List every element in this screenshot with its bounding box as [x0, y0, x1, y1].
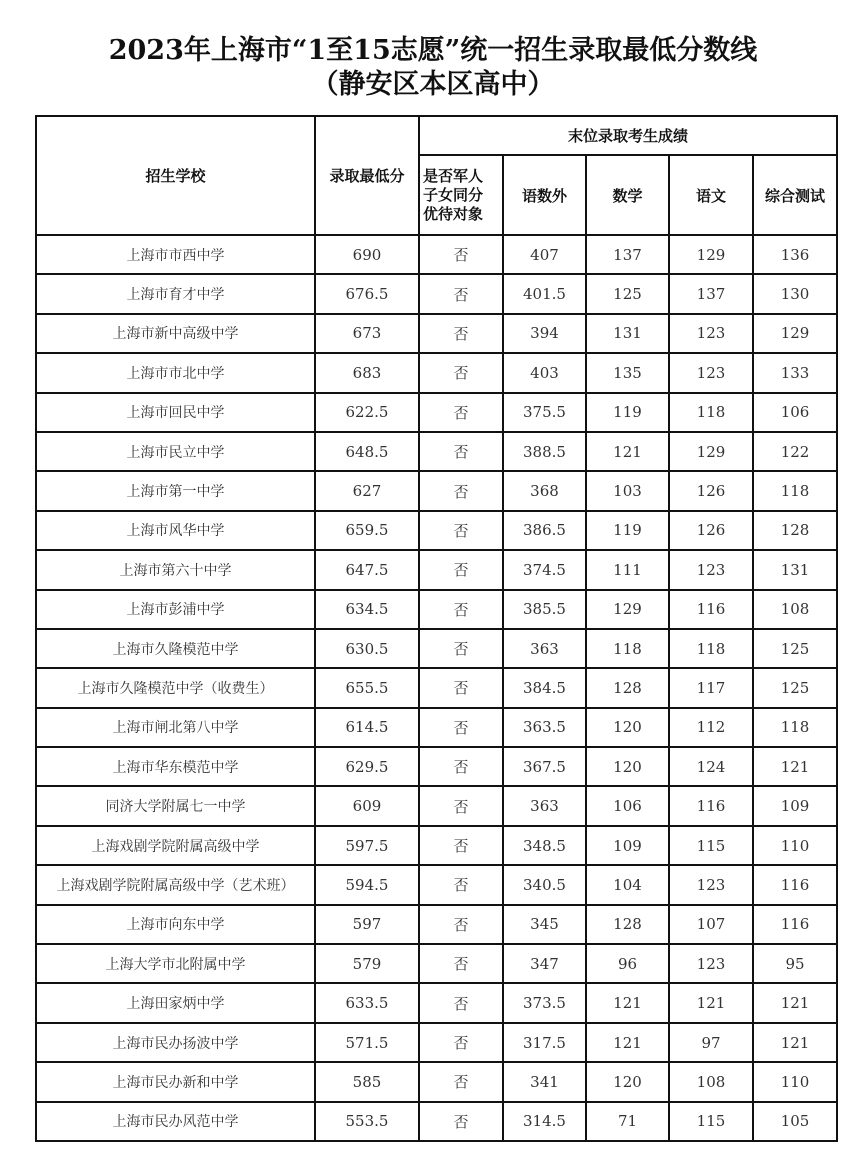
- school-name-cell: 上海市久隆模范中学: [36, 629, 315, 668]
- min-score-cell: 597: [315, 905, 419, 944]
- school-name-cell: 上海市风华中学: [36, 511, 315, 550]
- yushuwai-score-cell: 317.5: [503, 1023, 586, 1062]
- table-row: [36, 786, 837, 825]
- table-row: [36, 590, 837, 629]
- comprehensive-score-cell: 128: [753, 511, 837, 550]
- military-priority-cell: 否: [419, 983, 503, 1022]
- comprehensive-score-cell: 121: [753, 747, 837, 786]
- yushuwai-score-cell: 363: [503, 629, 586, 668]
- chinese-score-cell: 121: [669, 983, 753, 1022]
- military-priority-cell: 否: [419, 944, 503, 983]
- school-name-cell: 上海市市北中学: [36, 353, 315, 392]
- math-score-cell: 119: [586, 393, 669, 432]
- header-chinese: 语文: [669, 155, 753, 235]
- chinese-score-cell: 118: [669, 629, 753, 668]
- min-score-cell: 614.5: [315, 708, 419, 747]
- school-name-cell: 上海市民办风范中学: [36, 1102, 315, 1141]
- math-score-cell: 106: [586, 786, 669, 825]
- military-priority-cell: 否: [419, 235, 503, 274]
- chinese-score-cell: 123: [669, 550, 753, 589]
- comprehensive-score-cell: 121: [753, 1023, 837, 1062]
- chinese-score-cell: 123: [669, 314, 753, 353]
- yushuwai-score-cell: 363: [503, 786, 586, 825]
- comprehensive-score-cell: 109: [753, 786, 837, 825]
- comprehensive-score-cell: 121: [753, 983, 837, 1022]
- math-score-cell: 120: [586, 708, 669, 747]
- math-score-cell: 121: [586, 1023, 669, 1062]
- comprehensive-score-cell: 125: [753, 629, 837, 668]
- yushuwai-score-cell: 403: [503, 353, 586, 392]
- yushuwai-score-cell: 386.5: [503, 511, 586, 550]
- table-row: [36, 235, 837, 274]
- military-priority-cell: 否: [419, 274, 503, 313]
- yushuwai-score-cell: 345: [503, 905, 586, 944]
- military-priority-cell: 否: [419, 590, 503, 629]
- chinese-score-cell: 116: [669, 590, 753, 629]
- table-row: [36, 826, 837, 865]
- table-row: [36, 274, 837, 313]
- chinese-score-cell: 123: [669, 865, 753, 904]
- min-score-cell: 676.5: [315, 274, 419, 313]
- school-name-cell: 上海市第六十中学: [36, 550, 315, 589]
- military-priority-cell: 否: [419, 353, 503, 392]
- chinese-score-cell: 107: [669, 905, 753, 944]
- school-name-cell: 上海市久隆模范中学（收费生）: [36, 668, 315, 707]
- chinese-score-cell: 112: [669, 708, 753, 747]
- comprehensive-score-cell: 105: [753, 1102, 837, 1141]
- school-name-cell: 上海市彭浦中学: [36, 590, 315, 629]
- math-score-cell: 118: [586, 629, 669, 668]
- yushuwai-score-cell: 394: [503, 314, 586, 353]
- military-priority-cell: 否: [419, 865, 503, 904]
- yushuwai-score-cell: 341: [503, 1062, 586, 1101]
- min-score-cell: 630.5: [315, 629, 419, 668]
- school-name-cell: 上海市育才中学: [36, 274, 315, 313]
- yushuwai-score-cell: 385.5: [503, 590, 586, 629]
- min-score-cell: 597.5: [315, 826, 419, 865]
- chinese-score-cell: 124: [669, 747, 753, 786]
- yushuwai-score-cell: 388.5: [503, 432, 586, 471]
- table-row: [36, 668, 837, 707]
- military-priority-cell: 否: [419, 708, 503, 747]
- min-score-cell: 627: [315, 471, 419, 510]
- chinese-score-cell: 123: [669, 353, 753, 392]
- comprehensive-score-cell: 110: [753, 1062, 837, 1101]
- school-name-cell: 上海市第一中学: [36, 471, 315, 510]
- min-score-cell: 579: [315, 944, 419, 983]
- comprehensive-score-cell: 130: [753, 274, 837, 313]
- header-military-priority: 是否军人 子女同分 优待对象: [419, 155, 503, 235]
- chinese-score-cell: 137: [669, 274, 753, 313]
- comprehensive-score-cell: 122: [753, 432, 837, 471]
- school-name-cell: 上海戏剧学院附属高级中学（艺术班）: [36, 865, 315, 904]
- min-score-cell: 659.5: [315, 511, 419, 550]
- chinese-score-cell: 123: [669, 944, 753, 983]
- page-title: 2023年上海市“1至15志愿”统一招生录取最低分数线: [108, 35, 758, 66]
- header-comprehensive: 综合测试: [753, 155, 837, 235]
- military-priority-cell: 否: [419, 905, 503, 944]
- school-name-cell: 上海市民办扬波中学: [36, 1023, 315, 1062]
- table-row: [36, 393, 837, 432]
- school-name-cell: 上海市民立中学: [36, 432, 315, 471]
- min-score-cell: 629.5: [315, 747, 419, 786]
- yushuwai-score-cell: 368: [503, 471, 586, 510]
- military-priority-cell: 否: [419, 1023, 503, 1062]
- chinese-score-cell: 129: [669, 432, 753, 471]
- school-name-cell: 上海市回民中学: [36, 393, 315, 432]
- comprehensive-score-cell: 118: [753, 708, 837, 747]
- math-score-cell: 71: [586, 1102, 669, 1141]
- chinese-score-cell: 126: [669, 511, 753, 550]
- header-school: 招生学校: [36, 116, 315, 235]
- header-last-admitted-scores: 末位录取考生成绩: [419, 116, 837, 155]
- yushuwai-score-cell: 348.5: [503, 826, 586, 865]
- yushuwai-score-cell: 340.5: [503, 865, 586, 904]
- math-score-cell: 96: [586, 944, 669, 983]
- chinese-score-cell: 97: [669, 1023, 753, 1062]
- math-score-cell: 137: [586, 235, 669, 274]
- comprehensive-score-cell: 108: [753, 590, 837, 629]
- table-row: [36, 983, 837, 1022]
- min-score-cell: 622.5: [315, 393, 419, 432]
- min-score-cell: 609: [315, 786, 419, 825]
- math-score-cell: 104: [586, 865, 669, 904]
- table-row: [36, 747, 837, 786]
- comprehensive-score-cell: 106: [753, 393, 837, 432]
- header-math: 数学: [586, 155, 669, 235]
- min-score-cell: 683: [315, 353, 419, 392]
- min-score-cell: 647.5: [315, 550, 419, 589]
- chinese-score-cell: 115: [669, 826, 753, 865]
- math-score-cell: 121: [586, 432, 669, 471]
- min-score-cell: 571.5: [315, 1023, 419, 1062]
- comprehensive-score-cell: 95: [753, 944, 837, 983]
- military-priority-cell: 否: [419, 1102, 503, 1141]
- math-score-cell: 120: [586, 747, 669, 786]
- yushuwai-score-cell: 374.5: [503, 550, 586, 589]
- comprehensive-score-cell: 116: [753, 865, 837, 904]
- table-row: [36, 550, 837, 589]
- table-row: [36, 511, 837, 550]
- math-score-cell: 129: [586, 590, 669, 629]
- min-score-cell: 673: [315, 314, 419, 353]
- school-name-cell: 上海市华东模范中学: [36, 747, 315, 786]
- yushuwai-score-cell: 384.5: [503, 668, 586, 707]
- math-score-cell: 131: [586, 314, 669, 353]
- min-score-cell: 655.5: [315, 668, 419, 707]
- table-row: [36, 1023, 837, 1062]
- school-name-cell: 上海市闸北第八中学: [36, 708, 315, 747]
- table-row: [36, 1102, 837, 1141]
- yushuwai-score-cell: 314.5: [503, 1102, 586, 1141]
- min-score-cell: 633.5: [315, 983, 419, 1022]
- yushuwai-score-cell: 367.5: [503, 747, 586, 786]
- comprehensive-score-cell: 136: [753, 235, 837, 274]
- table-row: [36, 944, 837, 983]
- yushuwai-score-cell: 375.5: [503, 393, 586, 432]
- school-name-cell: 同济大学附属七一中学: [36, 786, 315, 825]
- comprehensive-score-cell: 110: [753, 826, 837, 865]
- table-row: [36, 905, 837, 944]
- military-priority-cell: 否: [419, 393, 503, 432]
- school-name-cell: 上海戏剧学院附属高级中学: [36, 826, 315, 865]
- math-score-cell: 128: [586, 905, 669, 944]
- min-score-cell: 553.5: [315, 1102, 419, 1141]
- military-priority-cell: 否: [419, 1062, 503, 1101]
- math-score-cell: 119: [586, 511, 669, 550]
- min-score-cell: 690: [315, 235, 419, 274]
- chinese-score-cell: 108: [669, 1062, 753, 1101]
- math-score-cell: 103: [586, 471, 669, 510]
- military-priority-cell: 否: [419, 511, 503, 550]
- school-name-cell: 上海大学市北附属中学: [36, 944, 315, 983]
- math-score-cell: 128: [586, 668, 669, 707]
- yushuwai-score-cell: 373.5: [503, 983, 586, 1022]
- comprehensive-score-cell: 116: [753, 905, 837, 944]
- min-score-cell: 585: [315, 1062, 419, 1101]
- min-score-cell: 648.5: [315, 432, 419, 471]
- yushuwai-score-cell: 347: [503, 944, 586, 983]
- min-score-cell: 594.5: [315, 865, 419, 904]
- comprehensive-score-cell: 118: [753, 471, 837, 510]
- table-row: [36, 708, 837, 747]
- table-row: [36, 471, 837, 510]
- yushuwai-score-cell: 401.5: [503, 274, 586, 313]
- table-row: [36, 353, 837, 392]
- math-score-cell: 109: [586, 826, 669, 865]
- comprehensive-score-cell: 125: [753, 668, 837, 707]
- military-priority-cell: 否: [419, 668, 503, 707]
- comprehensive-score-cell: 131: [753, 550, 837, 589]
- chinese-score-cell: 115: [669, 1102, 753, 1141]
- yushuwai-score-cell: 407: [503, 235, 586, 274]
- school-name-cell: 上海市民办新和中学: [36, 1062, 315, 1101]
- table-row: [36, 432, 837, 471]
- comprehensive-score-cell: 129: [753, 314, 837, 353]
- header-yushuwai: 语数外: [503, 155, 586, 235]
- chinese-score-cell: 118: [669, 393, 753, 432]
- table-row: [36, 1062, 837, 1101]
- school-name-cell: 上海田家炳中学: [36, 983, 315, 1022]
- military-priority-cell: 否: [419, 786, 503, 825]
- math-score-cell: 120: [586, 1062, 669, 1101]
- yushuwai-score-cell: 363.5: [503, 708, 586, 747]
- table-row: [36, 629, 837, 668]
- military-priority-cell: 否: [419, 550, 503, 589]
- military-priority-cell: 否: [419, 432, 503, 471]
- admission-score-table: [35, 115, 838, 1142]
- school-name-cell: 上海市市西中学: [36, 235, 315, 274]
- math-score-cell: 135: [586, 353, 669, 392]
- chinese-score-cell: 129: [669, 235, 753, 274]
- table-row: [36, 314, 837, 353]
- math-score-cell: 125: [586, 274, 669, 313]
- min-score-cell: 634.5: [315, 590, 419, 629]
- military-priority-cell: 否: [419, 747, 503, 786]
- military-priority-cell: 否: [419, 314, 503, 353]
- comprehensive-score-cell: 133: [753, 353, 837, 392]
- chinese-score-cell: 117: [669, 668, 753, 707]
- math-score-cell: 111: [586, 550, 669, 589]
- military-priority-cell: 否: [419, 471, 503, 510]
- page-subtitle: （静安区本区高中）: [311, 69, 555, 100]
- school-name-cell: 上海市向东中学: [36, 905, 315, 944]
- header-min-score: 录取最低分: [315, 116, 419, 235]
- chinese-score-cell: 116: [669, 786, 753, 825]
- math-score-cell: 121: [586, 983, 669, 1022]
- table-row: [36, 865, 837, 904]
- military-priority-cell: 否: [419, 826, 503, 865]
- chinese-score-cell: 126: [669, 471, 753, 510]
- military-priority-cell: 否: [419, 629, 503, 668]
- school-name-cell: 上海市新中高级中学: [36, 314, 315, 353]
